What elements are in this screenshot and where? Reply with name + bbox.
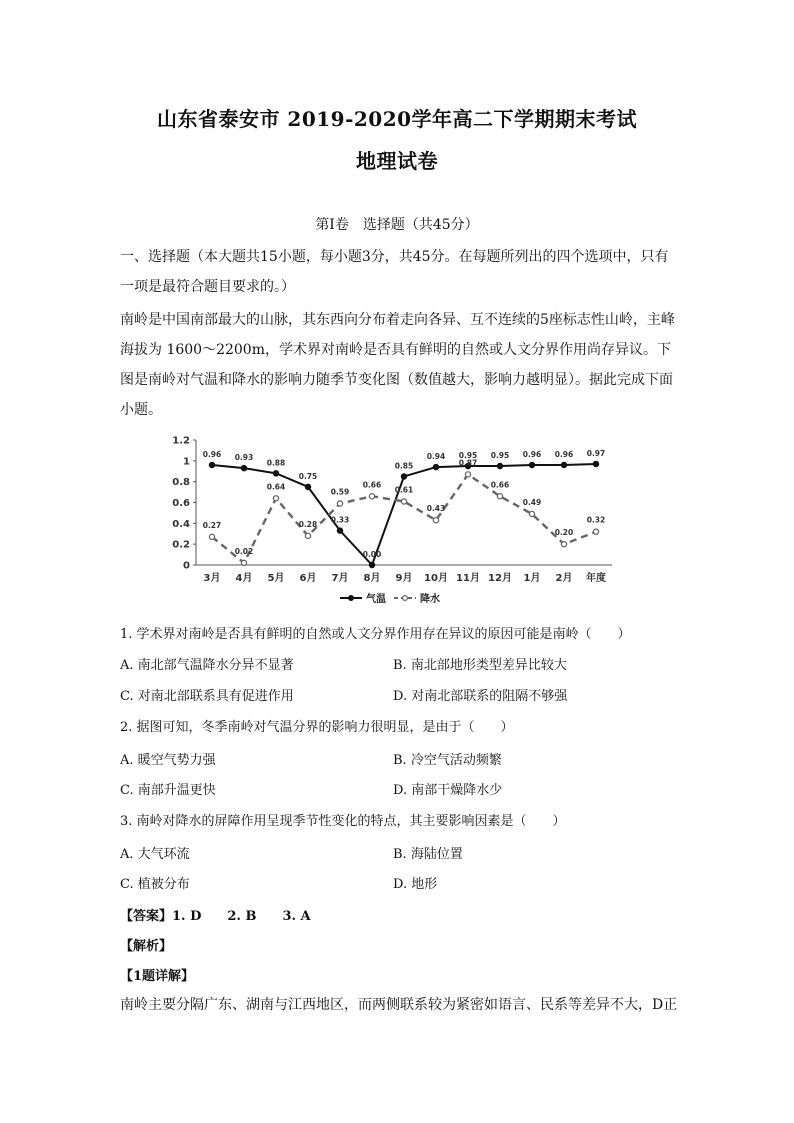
data-label: 0.87 — [458, 458, 478, 468]
y-tick-label: 0.2 — [172, 539, 190, 551]
data-label: 0.88 — [266, 458, 286, 468]
y-tick-label: 0.6 — [172, 498, 190, 509]
q3-option-a: A. 大气环流 — [120, 847, 190, 862]
data-label: 0.64 — [266, 482, 286, 492]
y-tick-label: 1 — [183, 456, 190, 468]
question-3: 3. 南岭对降水的屏障作用呈现季节性变化的特点，其主要影响因素是（ ） — [120, 814, 566, 829]
data-point — [433, 518, 438, 523]
data-label: 0.97 — [586, 448, 606, 458]
x-tick-label: 10月 — [424, 573, 448, 584]
y-tick-label: 0.8 — [172, 477, 190, 489]
data-point — [497, 494, 502, 499]
data-point — [593, 461, 598, 466]
data-label: 0.32 — [586, 515, 606, 525]
data-label: 0.93 — [234, 453, 254, 463]
data-point — [465, 472, 470, 477]
data-point — [305, 484, 310, 489]
data-label: 0.61 — [394, 485, 414, 495]
y-tick-label: 0.4 — [172, 518, 190, 530]
question-1: 1. 学术界对南岭是否具有鲜明的自然或人文分界作用存在异议的原因可能是南岭（ ） — [120, 627, 631, 642]
x-tick-label: 年度 — [586, 573, 606, 584]
passage: 南岭是中国南部最大的山脉，其东西向分布着走向各异、互不连续的5座标志性山岭，主峰海拔为 1600～2200m，学术界对南岭是否具有鲜明的自然或人文分界作用尚存异议。下图是南岭对气温和降水的影响力随季节变化图（数值越大，影响力越明显）。据此完成下面小题。 — [120, 312, 675, 418]
data-label: 0.94 — [426, 452, 446, 462]
x-tick-label: 6月 — [299, 573, 317, 584]
doc-title: 山东省泰安市 2019-2020学年高二下学期期末考试 — [156, 107, 638, 131]
data-label: 0.96 — [522, 450, 542, 459]
data-point — [369, 562, 374, 567]
detail-text: 南岭主要分隔广东、湖南与江西地区，而两侧联系较为紧密如语言、民系等差异不大，D正 — [120, 997, 678, 1013]
x-tick-label: 9月 — [395, 573, 413, 584]
q1-option-c: C. 对南北部联系具有促进作用 — [120, 689, 294, 704]
data-point — [497, 463, 502, 468]
x-tick-label: 11月 — [456, 573, 480, 584]
data-label: 0.49 — [522, 497, 542, 507]
data-point — [337, 501, 342, 506]
data-label: 0.43 — [426, 504, 446, 514]
q2-option-a: A. 暖空气势力强 — [120, 753, 216, 768]
question-2: 2. 据图可知，冬季南岭对气温分界的影响力很明显，是由于（ ） — [120, 720, 514, 735]
data-point — [529, 462, 534, 467]
data-point — [209, 534, 214, 539]
data-point — [273, 496, 278, 501]
data-point — [209, 462, 214, 467]
data-label: 0.02 — [234, 546, 254, 556]
data-point — [241, 466, 246, 471]
q1-option-a: A. 南北部气温降水分异不显著 — [120, 658, 294, 673]
answer-line: 【答案】1. D 2. B 3. A — [120, 909, 311, 924]
detail-heading: 【1题详解】 — [120, 969, 195, 984]
data-label: 0.28 — [298, 519, 318, 529]
line-chart — [160, 428, 620, 613]
data-label: 0.66 — [490, 480, 510, 490]
q3-option-c: C. 植被分布 — [120, 877, 190, 892]
data-label: 0.95 — [490, 451, 510, 461]
legend-label: 降水 — [420, 594, 440, 605]
q1-option-b: B. 南北部地形类型差异比较大 — [393, 658, 567, 673]
q1-option-d: D. 对南北部联系的阻隔不够强 — [393, 689, 568, 704]
x-tick-label: 3月 — [203, 573, 221, 584]
data-label: 0.27 — [202, 520, 222, 530]
q2-option-d: D. 南部干燥降水少 — [393, 783, 503, 798]
data-label: 0.00 — [362, 550, 382, 559]
data-point — [369, 494, 374, 499]
q3-option-b: B. 海陆位置 — [393, 847, 463, 862]
legend-label: 气温 — [366, 594, 386, 605]
data-point — [241, 560, 246, 565]
x-tick-label: 12月 — [488, 573, 512, 584]
data-point — [273, 471, 278, 476]
q2-option-c: C. 南部升温更快 — [120, 783, 216, 798]
data-point — [433, 464, 438, 469]
legend-marker — [349, 596, 354, 601]
legend-marker — [403, 596, 408, 601]
data-point — [529, 511, 534, 516]
data-label: 0.85 — [394, 461, 414, 471]
x-tick-label: 1月 — [523, 573, 541, 584]
data-point — [561, 462, 566, 467]
x-tick-label: 7月 — [331, 573, 349, 584]
section-heading: 第Ⅰ卷 选择题（共45分） — [315, 217, 479, 233]
data-point — [401, 474, 406, 479]
data-label: 0.66 — [362, 480, 382, 490]
data-label: 0.75 — [298, 471, 318, 481]
doc-subtitle: 地理试卷 — [356, 149, 438, 173]
data-label: 0.20 — [554, 528, 574, 538]
data-label: 0.96 — [554, 450, 574, 459]
analysis-heading: 【解析】 — [120, 939, 173, 954]
data-label: 0.33 — [330, 515, 350, 525]
y-tick-label: 1.2 — [172, 435, 190, 447]
data-point — [593, 529, 598, 534]
data-label: 0.96 — [202, 450, 222, 459]
data-point — [337, 528, 342, 533]
data-label: 0.95 — [458, 451, 478, 461]
data-point — [561, 542, 566, 547]
y-tick-label: 0 — [183, 560, 190, 572]
data-point — [401, 499, 406, 504]
x-tick-label: 5月 — [267, 573, 285, 584]
x-tick-label: 4月 — [235, 573, 253, 584]
x-tick-label: 2月 — [555, 573, 573, 584]
x-tick-label: 8月 — [363, 573, 381, 584]
instructions: 一、选择题（本大题共15小题，每小题3分，共45分。在每题所列出的四个选项中，只有一项是最符合题目要求的。） — [120, 249, 669, 295]
data-point — [305, 533, 310, 538]
data-label: 0.59 — [330, 487, 350, 497]
q2-option-b: B. 冷空气活动频繁 — [393, 753, 502, 768]
q3-option-d: D. 地形 — [393, 877, 438, 892]
